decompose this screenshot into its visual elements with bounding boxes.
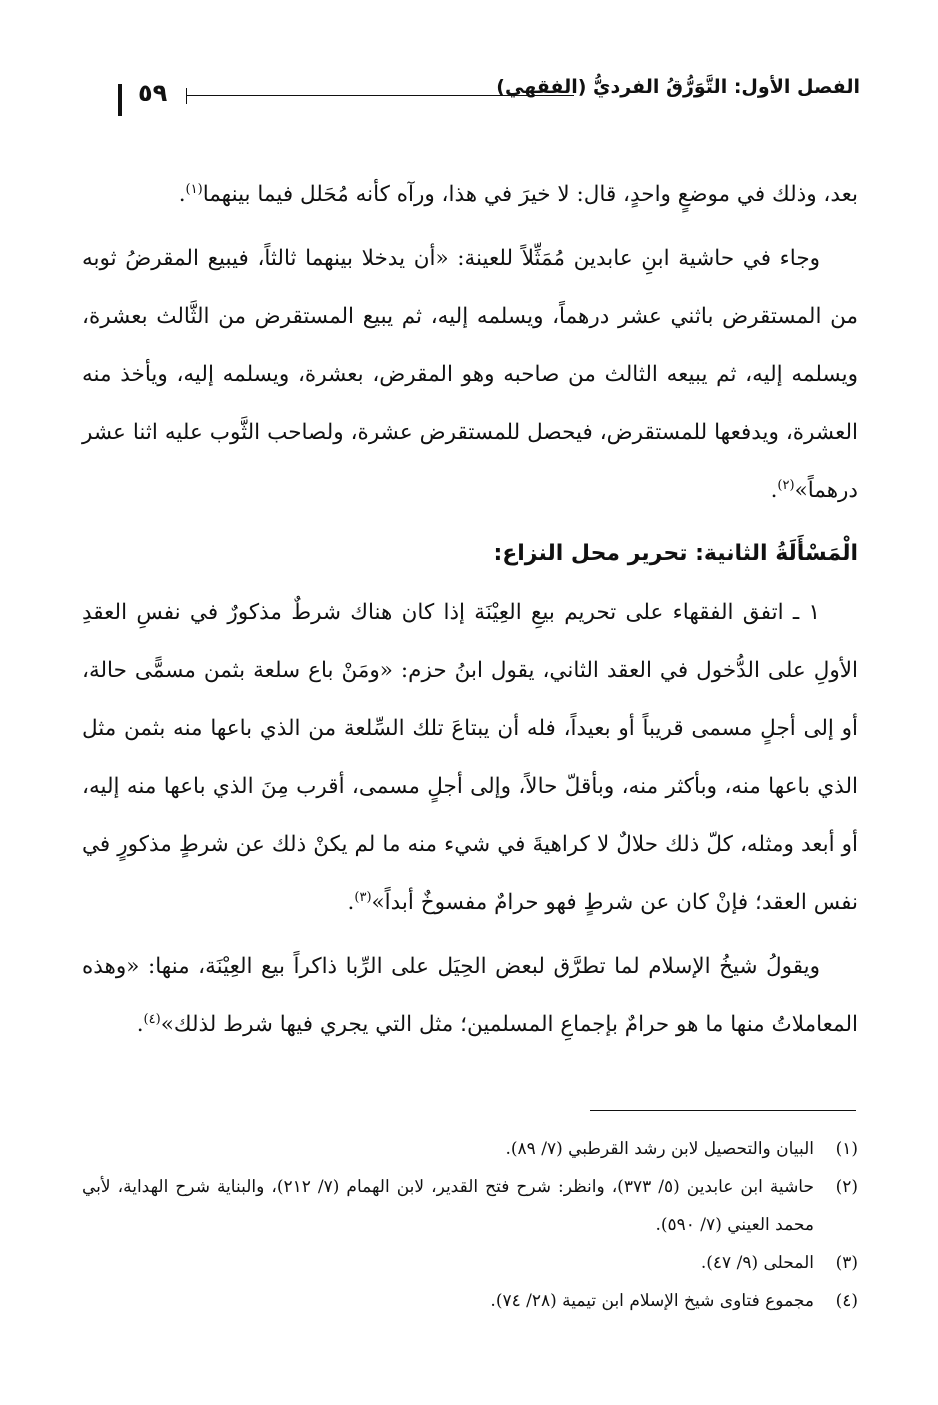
footnote-separator xyxy=(590,1110,856,1111)
footnote-number: (١) xyxy=(835,1139,858,1159)
footnote-number: (٢) xyxy=(835,1177,858,1197)
footnote-item xyxy=(82,1282,858,1320)
footnote-text: مجموع فتاوى شيخ الإسلام ابن تيمية (٢٨/ ٧٤). xyxy=(490,1291,814,1311)
paragraph-ibn-hazm: ١ ـ اتفق الفقهاء على تحريم بيعِ العِيْنَة إذا كان هناك شرطٌ مذكورٌ في نفسِ العقدِ الأولِ على الدُّخول في العقد الثاني، يقول ابنُ حزم: «ومَنْ باع سلعة بثمن مسمًّى حالة، أو إلى أجلٍ مسمى قريباً أو بعيداً، فله أن يبتاعَ تلك السِّلعة من الذي باعها منه بثمن مثل الذي باعها منه، وبأكثر منه، وبأقلّ حالاً، وإلى أجلٍ مسمى، أقرب مِنَ الذي باعها منه إليه، أو أبعد ومثله، كلّ ذلك حلالٌ لا كراهيةَ في شيء منه ما لم يكنْ ذلك عن شرطٍ مذكورٍ في نفس العقد؛ فإنْ كان عن شرطٍ فهو حرامٌ مفسوخٌ أبداً»$^{(٣)}$. xyxy=(82,600,858,915)
footnote-number: (٤) xyxy=(835,1291,858,1311)
chapter-title: الفصل الأول: التَّوَرُّقُ الفرديُّ (الفقهي) xyxy=(496,76,860,98)
footnote-text: البيان والتحصيل لابن رشد القرطبي (٧/ ٨٩). xyxy=(505,1139,814,1159)
main-text xyxy=(82,166,858,1060)
header-tick xyxy=(186,88,187,104)
page-number: ٥٩ xyxy=(138,79,168,107)
paragraph-shaykh-islam: ويقولُ شيخُ الإسلام لما تطرَّق لبعض الحِيَل على الرِّبا ذاكراً بيع العِيْنَة، منها: «وهذه المعاملاتُ منها ما هو حرامٌ بإجماعِ المسلمين؛ مثل التي يجري فيها شرط لذلك»$^{(٤)}$. xyxy=(82,954,858,1037)
footnotes xyxy=(82,1130,858,1320)
footnote-ref[interactable]: (٢) xyxy=(777,477,795,493)
header-rule xyxy=(186,95,574,96)
footnote-number: (٣) xyxy=(835,1253,858,1273)
section-heading: الْمَسْأَلَةُ الثانية: تحرير محل النزاع: xyxy=(493,541,858,566)
footnote-item xyxy=(82,1244,858,1282)
footnote-text: المحلى (٩/ ٤٧). xyxy=(700,1253,814,1273)
footnote-ref[interactable]: (١) xyxy=(185,181,203,197)
footnote-ref[interactable]: (٣) xyxy=(354,889,372,905)
paragraph-ibn-abidin: وجاء في حاشية ابنِ عابدين مُمَثِّلاً للعينة: «أن يدخلا بينهما ثالثاً، فيبيع المقرضُ ثوبه من المستقرض باثني عشر درهماً، ويسلمه إليه، ثم يبيع المستقرض من الثَّالث بعشرة، ويسلمه إليه، ثم يبيعه الثالث من صاحبه وهو المقرض، بعشرة، ويسلمه إليه، ويأخذ منه العشرة، ويدفعها للمستقرض، فيحصل للمستقرض عشرة، ولصاحب الثَّوب عليه اثنا عشر درهماً»$^{(٢)}$. xyxy=(82,246,858,503)
running-header xyxy=(112,72,860,120)
footnote-ref[interactable]: (٤) xyxy=(143,1011,161,1027)
footnote-item xyxy=(82,1168,858,1244)
footnote-item xyxy=(82,1130,858,1168)
footnote-text: حاشية ابن عابدين (٥/ ٣٧٣)، وانظر: شرح فتح القدير، لابن الهمام (٧/ ٢١٢)، والبناية شرح الهداية، لأبي محمد العيني (٧/ ٥٩٠). xyxy=(82,1177,814,1235)
paragraph-continued: بعد، وذلك في موضعٍ واحدٍ، قال: لا خيرَ في هذا، ورآه كأنه مُحَلل فيما بينهما$^{(١)}$. xyxy=(178,181,858,207)
header-bar xyxy=(118,84,122,116)
